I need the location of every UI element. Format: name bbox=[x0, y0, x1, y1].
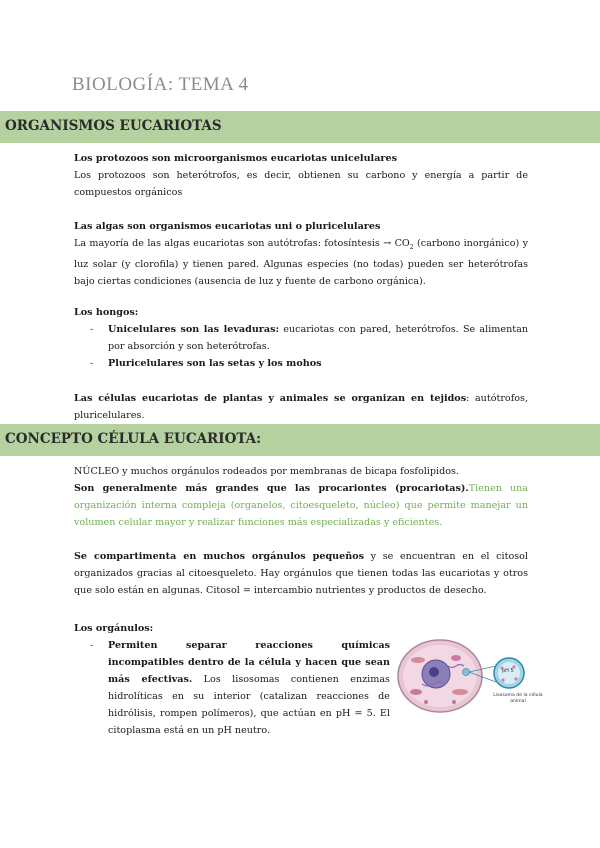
protozoos-block bbox=[74, 150, 528, 201]
nucleo-text: NÚCLEO y muchos orgánulos rodeados por membranas de bicapa fosfolipidos. bbox=[74, 466, 459, 477]
algas-title: Las algas son organismos eucariotas uni o pluricelulares bbox=[74, 221, 381, 232]
hongos-title: Los hongos: bbox=[74, 307, 139, 318]
algas-text bbox=[74, 235, 528, 290]
animal-cell-illustration bbox=[396, 636, 544, 720]
bullet-bold: Unicelulares son las levaduras: bbox=[108, 324, 280, 335]
organulos-title: Los orgánulos: bbox=[74, 623, 154, 634]
bullet-dash: - bbox=[90, 358, 94, 369]
bullet-dash: - bbox=[90, 640, 94, 651]
protozoos-text: Los protozoos son heterótrofos, es decir, obtienen su carbono y energía a partir de compuestos orgánicos bbox=[74, 170, 528, 198]
list-item bbox=[74, 321, 528, 355]
bullet-bold: Permiten separar reacciones químicas incompatibles dentro de la célula y hacen que sean más efectivas. bbox=[108, 640, 390, 685]
organulos-block bbox=[74, 620, 390, 739]
bullet-text: Los lisosomas contienen enzimas hidrolíticas en su interior (catalizan reacciones de hidrólisis, rompen polímeros), que actúan en pH = 5. El citoplasma está en un pH neutro. bbox=[108, 674, 390, 736]
section-heading: CONCEPTO CÉLULA EUCARIOTA: bbox=[5, 431, 262, 447]
figure-ph-label: pH 5 bbox=[502, 668, 514, 674]
algas-block bbox=[74, 218, 528, 290]
grandes-green: Tienen una organización interna compleja (organelos, citoesqueleto, núcleo) que permite manejar un volumen celular mayor y realizar funciones más especializadas y eficientes. bbox=[74, 483, 528, 528]
tejidos-text: : autótrofos, pluricelulares. bbox=[74, 393, 528, 421]
concepto-block bbox=[74, 463, 528, 531]
page-title: BIOLOGÍA: TEMA 4 bbox=[72, 74, 249, 95]
bullet-dash: - bbox=[90, 324, 94, 335]
compartimenta-block bbox=[74, 548, 528, 599]
cell-figure bbox=[396, 636, 544, 720]
bullet-text: eucariotas con pared, heterótrofos. Se alimentan por absorción y son heterótrofas. bbox=[108, 324, 528, 352]
grandes-bold: Son generalmente más grandes que las procariontes (procariotas). bbox=[74, 483, 469, 494]
section-heading: ORGANISMOS EUCARIOTAS bbox=[5, 118, 222, 134]
hongos-block bbox=[74, 304, 528, 372]
bullet-bold: Pluricelulares son las setas y los mohos bbox=[108, 358, 322, 369]
grandes-paragraph bbox=[74, 480, 528, 531]
algas-text-post: (carbono inorgánico) y luz solar (y clorofila) y tienen pared. Algunas especies (no todas) pueden ser heterótrofas bajo ciertas condiciones (ausencia de luz y fuente de carbono orgánica). bbox=[74, 238, 528, 287]
list-item bbox=[74, 355, 528, 372]
compart-text: y se encuentran en el citosol organizados gracias al citoesqueleto. Hay orgánulos que tienen todas las eucariotas y otros que solo están en algunas. Citosol = intercambio nutrientes y productos de desecho. bbox=[74, 551, 528, 596]
protozoos-title: Los protozoos son microorganismos eucariotas unicelulares bbox=[74, 153, 397, 164]
compart-bold: Se compartimenta en muchos orgánulos pequeños bbox=[74, 551, 365, 562]
tejidos-bold: Las células eucariotas de plantas y animales se organizan en tejidos bbox=[74, 393, 467, 404]
section-header-concepto bbox=[0, 424, 600, 456]
section-header-organismos bbox=[0, 111, 600, 143]
tejidos-block bbox=[74, 390, 528, 424]
figure-caption: Lisosoma de la célula animal bbox=[493, 693, 543, 704]
algas-text-sub: 2 bbox=[409, 243, 414, 251]
list-item bbox=[74, 637, 390, 739]
algas-text-pre: La mayoría de las algas eucariotas son autótrofas: fotosíntesis → CO bbox=[74, 238, 410, 249]
